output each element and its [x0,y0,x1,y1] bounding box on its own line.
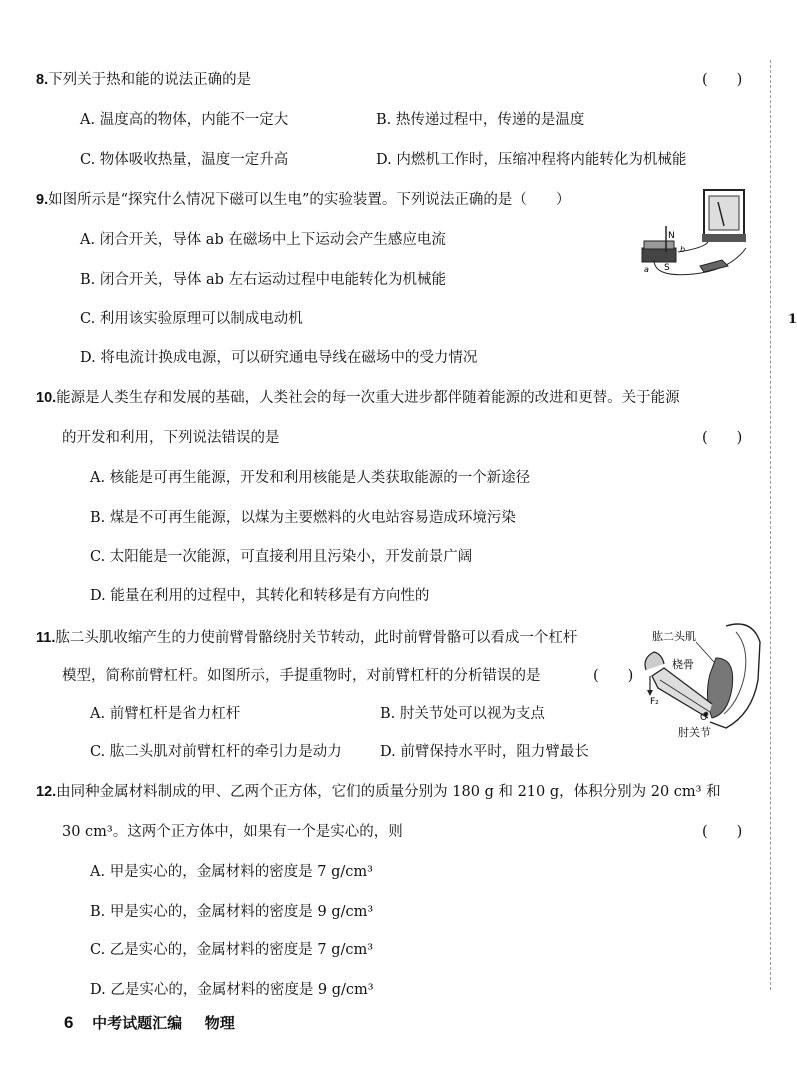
option-a: A. 温度高的物体，内能不一定大 [80,112,289,128]
question-number: 10. [36,390,57,406]
biceps-label: 肱二头肌 [652,630,696,643]
question-number: 11. [36,630,56,646]
magnet-icon [642,248,676,262]
book-title: 中考试题汇编 [92,1014,183,1032]
option-c: C. 利用该实验原理可以制成电动机 [80,311,303,327]
binding-line [770,60,771,990]
hand-icon [645,652,664,670]
point-b-label: b [680,245,686,254]
option-a: A. 核能是可再生能源，开发和利用核能是人类获取能源的一个新途径 [90,470,531,486]
question-11-stem-line1 [36,626,577,647]
question-8-stem [36,68,251,89]
option-b: B. 闭合开关，导体 ab 左右运动过程中电能转化为机械能 [80,272,447,288]
option-a: A. 前臂杠杆是省力杠杆 [90,706,241,722]
option-d: D. 前臂保持水平时，阻力臂最长 [380,744,589,760]
page-number: 6 [64,1013,74,1032]
elbow-label: 肘关节 [678,726,711,739]
question-number: 12. [36,784,57,800]
option-b: B. 煤是不可再生能源，以煤为主要燃料的火电站容易造成环境污染 [90,510,516,526]
pole-n-label: N [668,231,675,241]
option-d: D. 乙是实心的，金属材料的密度是 9 g/cm³ [90,982,374,998]
answer-paren: ( ) [702,72,743,88]
question-10-stem-line1 [36,386,680,407]
question-number: 8. [36,72,49,88]
answer-paren: ( ) [702,430,743,446]
f2-label: F₂ [650,697,659,707]
question-12-stem-line2: 30 cm³。这两个正方体中，如果有一个是实心的，则 [62,824,403,840]
option-d: D. 将电流计换成电源，可以研究通电导线在磁场中的受力情况 [80,350,478,366]
forearm-lever-figure [640,618,766,742]
fulcrum-o-label: O [700,713,708,723]
option-b: B. 甲是实心的，金属材料的密度是 9 g/cm³ [90,904,374,920]
question-10-stem-line2: 的开发和利用，下列说法错误的是 [62,430,280,446]
radius-label: 桡骨 [672,658,694,671]
option-b: B. 肘关节处可以视为支点 [380,706,545,722]
point-a-label: a [644,265,649,274]
forearm [652,668,712,718]
answer-paren: ( ) [593,668,634,684]
page-footer [64,1012,235,1033]
option-c: C. 太阳能是一次能源，可直接利用且污染小，开发前景广阔 [90,549,473,565]
question-text: 下列关于热和能的说法正确的是 [48,72,252,88]
question-12-stem-line1 [36,780,721,801]
answer-paren: ( ) [702,824,743,840]
induction-experiment-figure [634,186,758,282]
subject-name: 物理 [204,1014,235,1032]
option-a: A. 闭合开关，导体 ab 在磁场中上下运动会产生感应电流 [80,232,446,248]
question-9-stem [36,188,570,209]
side-mark: 1 [788,312,797,327]
question-text: 肱二头肌收缩产生的力使前臂骨骼绕肘关节转动，此时前臂骨骼可以看成一个杠杆 [55,630,578,646]
question-text: 由同种金属材料制成的甲、乙两个正方体，它们的质量分别为 180 g 和 210 g，体积分别为 20 cm³ 和 [56,784,721,800]
option-c: C. 肱二头肌对前臂杠杆的牵引力是动力 [90,744,342,760]
question-text: 如图所示是“探究什么情况下磁可以生电”的实验装置。下列说法正确的是（ ） [48,192,571,208]
question-text: 能源是人类生存和发展的基础，人类社会的每一次重大进步都伴随着能源的改进和更替。关于能源 [56,390,680,406]
option-b: B. 热传递过程中，传递的是温度 [376,112,585,128]
option-d: D. 能量在利用的过程中，其转化和转移是有方向性的 [90,588,430,604]
option-c: C. 物体吸收热量，温度一定升高 [80,152,289,168]
option-d: D. 内燃机工作时，压缩冲程将内能转化为机械能 [376,152,687,168]
option-c: C. 乙是实心的，金属材料的密度是 7 g/cm³ [90,942,374,958]
option-a: A. 甲是实心的，金属材料的密度是 7 g/cm³ [90,864,373,880]
question-number: 9. [36,192,49,208]
pole-s-label: S [664,263,670,273]
question-11-stem-line2: 模型，简称前臂杠杆。如图所示，手提重物时，对前臂杠杆的分析错误的是 [62,668,541,684]
